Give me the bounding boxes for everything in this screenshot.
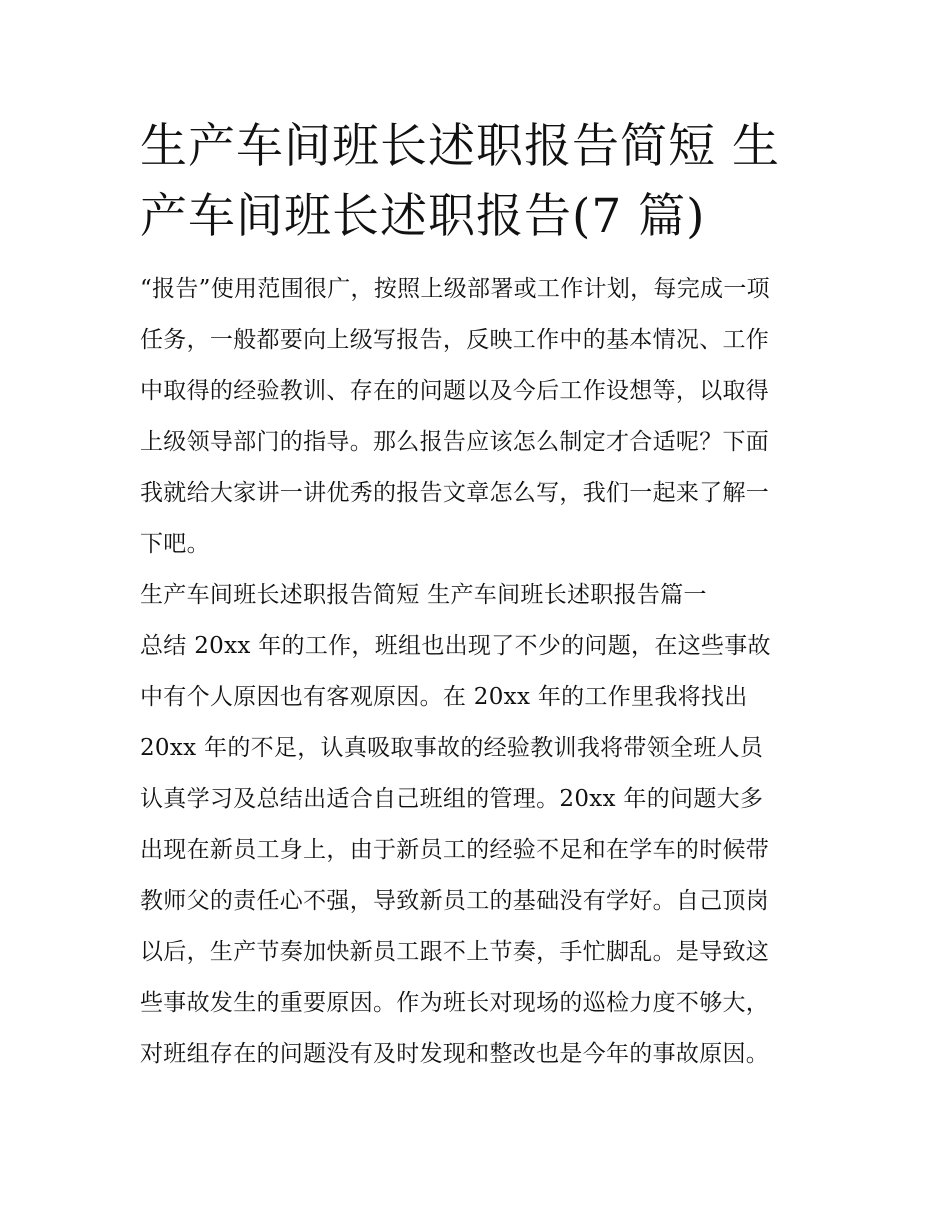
body-line: 以后，生产节奏加快新员工跟不上节奏，手忙脚乱。是导致这 [140,939,770,965]
body-line: 中有个人原因也有客观原因。在 20xx 年的工作里我将找出 [140,684,748,710]
body-paragraph [140,621,820,1080]
document-title [140,112,820,252]
body-line: 教师父的责任心不强，导致新员工的基础没有学好。自己顶岗 [140,888,770,914]
intro-paragraph [140,264,820,570]
document-page [140,112,820,1080]
title-line: 生产车间班长述职报告简短 生 [140,119,780,174]
intro-line: 任务，一般都要向上级写报告，反映工作中的基本情况、工作 [140,327,770,353]
body-line: 些事故发生的重要原因。作为班长对现场的巡检力度不够大， [140,990,770,1016]
intro-line: 上级领导部门的指导。那么报告应该怎么制定才合适呢？下面 [140,429,770,455]
title-line: 产车间班长述职报告(7 篇) [140,189,706,244]
section-heading [140,570,820,621]
intro-line: “报告”使用范围很广，按照上级部署或工作计划，每完成一项 [140,276,770,302]
body-line: 20xx 年的不足，认真吸取事故的经验教训我将带领全班人员 [140,735,764,761]
body-line: 总结 20xx 年的工作，班组也出现了不少的问题，在这些事故 [140,633,771,659]
intro-line: 我就给大家讲一讲优秀的报告文章怎么写，我们一起来了解一 [140,480,770,506]
intro-line: 中取得的经验教训、存在的问题以及今后工作设想等，以取得 [140,378,770,404]
section-heading-text: 生产车间班长述职报告简短 生产车间班长述职报告篇一 [140,582,707,608]
body-line: 出现在新员工身上，由于新员工的经验不足和在学车的时候带 [140,837,770,863]
body-line: 对班组存在的问题没有及时发现和整改也是今年的事故原因。 [140,1041,770,1067]
intro-line: 下吧。 [140,531,210,557]
body-line: 认真学习及总结出适合自己班组的管理。20xx 年的问题大多 [140,786,764,812]
